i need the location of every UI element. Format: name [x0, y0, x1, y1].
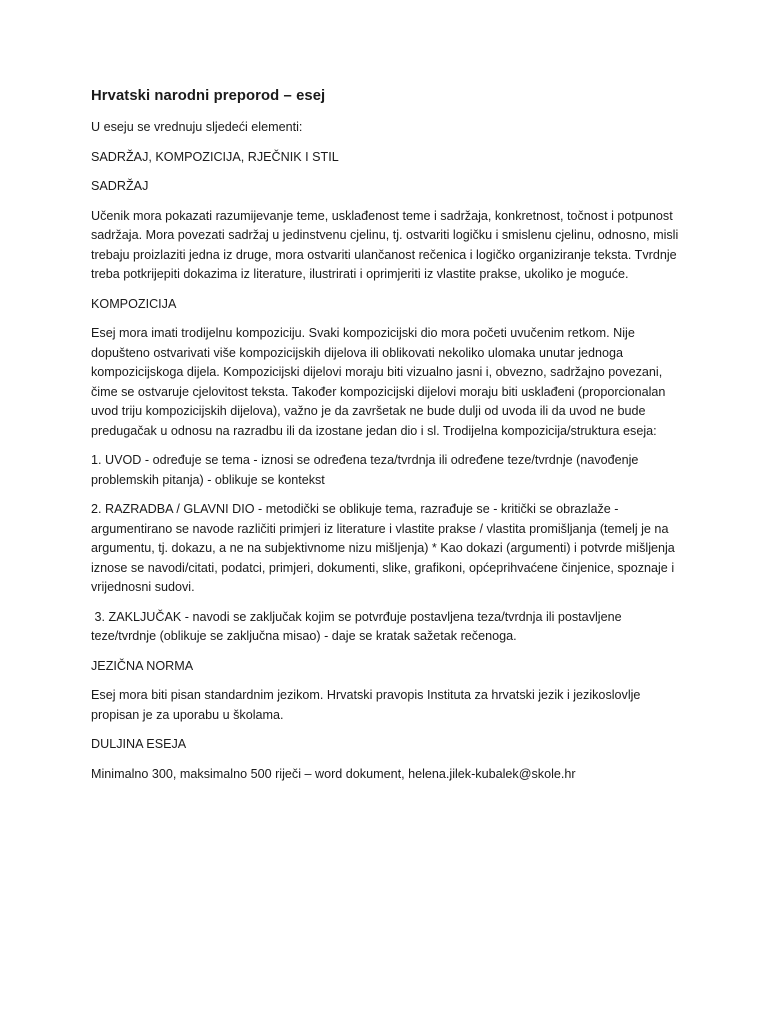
- document-title: Hrvatski narodni preporod – esej: [91, 88, 326, 104]
- section-heading-duljina: DULJINA ESEJA: [91, 737, 187, 751]
- intro-text: U eseju se vrednuju sljedeći elementi:: [91, 120, 303, 134]
- section-text-norma: Esej mora biti pisan standardnim jezikom. Hrvatski pravopis Instituta za hrvatski jezik i jezikoslovlje propisan je za uporabu u školama.: [91, 688, 644, 722]
- list-item-uvod: 1. UVOD - određuje se tema - iznosi se određena teza/tvrdnja ili određene teze/tvrdnje (navođenje problemskih pitanja) - oblikuje se kontekst: [91, 453, 642, 487]
- section-heading-norma: JEZIČNA NORMA: [91, 658, 194, 673]
- section-heading-kompozicija: KOMPOZICIJA: [91, 296, 177, 311]
- section-text-kompozicija: Esej mora imati trodijelnu kompoziciju. Svaki kompozicijski dio mora početi uvučenim retkom. Nije dopušteno ostvarivati više kompozicijskih dijelova ili oblikovati nekoliko ulomaka unutar jednoga kompozicijskoga dijela. Kompozicijski dijelovi moraju biti vizualno jasni i, obvezno, sadržajno povezani, čime se ostvaruje cjelovitost teksta. Također kompozicijski dijelovi moraju biti usklađeni (proporcionalan uvod triju kompozicijskih dijelova), važno je da završetak ne bude dulji od uvoda ili da uvod ne bude predugačak u odnosu na razradbu ili da izostane jedan dio i sl. Trodijelna kompozicija/struktura eseja:: [91, 326, 669, 438]
- document-page: [91, 86, 681, 794]
- section-heading-sadrzaj: SADRŽAJ: [91, 179, 149, 193]
- section-text-sadrzaj: Učenik mora pokazati razumijevanje teme, usklađenost teme i sadržaja, konkretnost, točnost i potpunost sadržaja. Mora povezati sadržaj u jedinstvenu cjelinu, tj. ostvariti logičku i smislenu cjelinu, odnosno, misli trebaju proizlaziti jedna iz druge, mora ostvariti ulančanost rečenica i logičko organiziranje teksta. Tvrdnje treba potkrijepiti dokazima iz literature, ilustrirati i oprimjeriti iz vlastite prakse, ukoliko je moguće.: [91, 208, 682, 281]
- elements-line: SADRŽAJ, KOMPOZICIJA, RJEČNIK I STIL: [91, 149, 339, 164]
- section-text-duljina: Minimalno 300, maksimalno 500 riječi – word dokument, helena.jilek-kubalek@skole.hr: [91, 766, 576, 781]
- list-item-razradba: 2. RAZRADBA / GLAVNI DIO - metodički se oblikuje tema, razrađuje se - kritički se obrazlaže - argumentirano se navode različiti primjeri iz literature i vlastite prakse / vlastita promišljanja (temelj je na argumentu, tj. dokazu, a ne na subjektivnome nizu mišljenja) * Kao dokazi (argumenti) i potvrde mišljenja iznose se navodi/citati, podatci, primjeri, dokumenti, slike, grafikoni, općeprihvaćene činjenice, spoznaje i vrijednosni sudovi.: [91, 502, 679, 594]
- list-item-zakljucak: 3. ZAKLJUČAK - navodi se zaključak kojim se potvrđuje postavljena teza/tvrdnja ili postavljene teze/tvrdnje (oblikuje se zaključna misao) - daje se kratak sažetak rečenoga.: [91, 609, 626, 643]
